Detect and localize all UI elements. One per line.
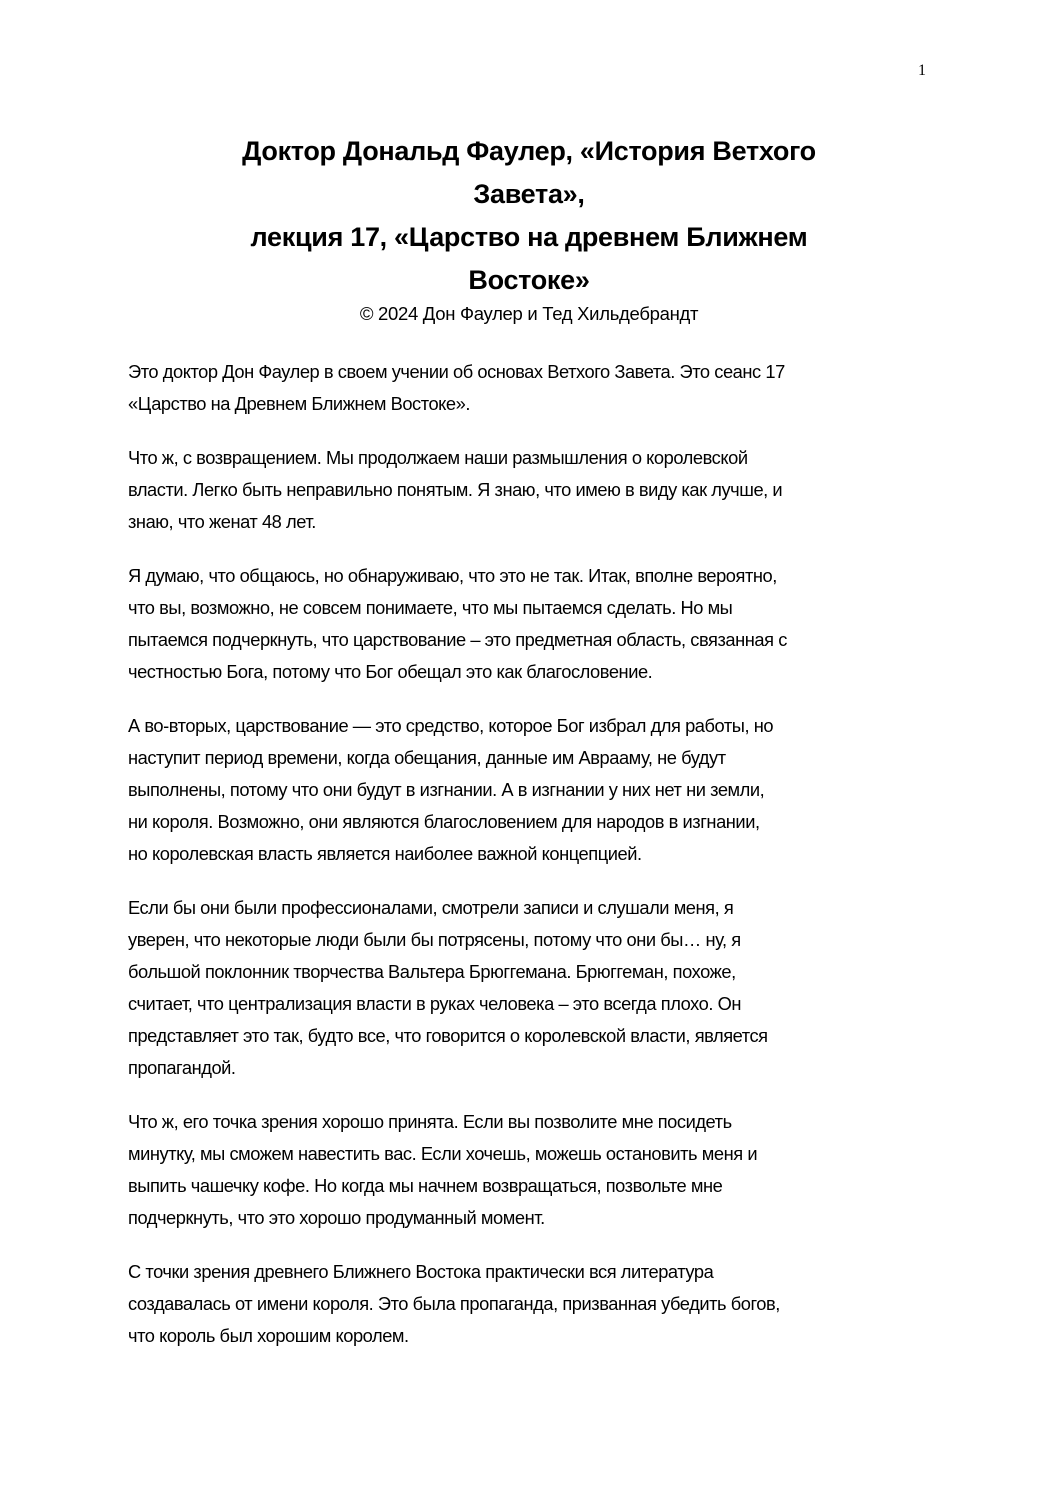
paragraph-line: считает, что централизация власти в руках человека – это всегда плохо. Он [128,993,742,1014]
paragraph-line: что вы, возможно, не совсем понимаете, что мы пытаемся сделать. Но мы [128,597,733,618]
paragraph-line: но королевская власть является наиболее важной концепцией. [128,843,642,864]
paragraph-line: выполнены, потому что они будут в изгнании. А в изгнании у них нет ни земли, [128,779,765,800]
paragraph-line: пропагандой. [128,1057,236,1078]
paragraph-line: уверен, что некоторые люди были бы потрясены, потому что они бы… ну, я [128,929,741,950]
paragraph-line: подчеркнуть, что это хорошо продуманный момент. [128,1207,545,1228]
paragraph-line: честностью Бога, потому что Бог обещал это как благословение. [128,661,653,682]
paragraph-line: Если бы они были профессионалами, смотрели записи и слушали меня, я [128,897,734,918]
paragraph [128,356,948,420]
paragraph-line: минутку, мы сможем навестить вас. Если хочешь, можешь остановить меня и [128,1143,758,1164]
title-line: лекция 17, «Царство на древнем Ближнем [250,222,808,252]
paragraph-line: Что ж, его точка зрения хорошо принята. Если вы позволите мне посидеть [128,1111,732,1132]
paragraph [128,442,948,538]
paragraph-line: «Царство на Древнем Ближнем Востоке». [128,393,470,414]
paragraph-line: знаю, что женат 48 лет. [128,511,316,532]
paragraph-line: ни короля. Возможно, они являются благословением для народов в изгнании, [128,811,760,832]
paragraph-line: выпить чашечку кофе. Но когда мы начнем возвращаться, позвольте мне [128,1175,723,1196]
paragraph-line: большой поклонник творчества Вальтера Брюггемана. Брюггеман, похоже, [128,961,736,982]
paragraph-line: что король был хорошим королем. [128,1325,409,1346]
title-line: Завета», [473,179,585,209]
paragraph-line: С точки зрения древнего Ближнего Востока практически вся литература [128,1261,714,1282]
paragraph-line: власти. Легко быть неправильно понятым. Я знаю, что имею в виду как лучше, и [128,479,783,500]
paragraph-line: наступит период времени, когда обещания, данные им Аврааму, не будут [128,747,726,768]
page-number: 1 [918,62,926,79]
title-line: Доктор Дональд Фаулер, «История Ветхого [242,136,816,166]
paragraph-line: пытаемся подчеркнуть, что царствование – это предметная область, связанная с [128,629,787,650]
paragraph-line: Я думаю, что общаюсь, но обнаруживаю, что это не так. Итак, вполне вероятно, [128,565,777,586]
paragraph [128,1106,948,1234]
paragraph-line: создавалась от имени короля. Это была пропаганда, призванная убедить богов, [128,1293,780,1314]
paragraph [128,560,948,688]
title-line: Востоке» [468,265,590,295]
paragraph-line: Это доктор Дон Фаулер в своем учении об основах Ветхого Завета. Это сеанс 17 [128,361,785,382]
paragraph-line: представляет это так, будто все, что говорится о королевской власти, является [128,1025,768,1046]
document-body [128,356,948,1374]
copyright-line: © 2024 Дон Фаулер и Тед Хильдебрандт [359,303,699,324]
paragraph [128,1256,948,1352]
paragraph-line: А во-вторых, царствование — это средство, которое Бог избрал для работы, но [128,715,774,736]
paragraph-line: Что ж, с возвращением. Мы продолжаем наши размышления о королевской [128,447,748,468]
document-title [0,130,1058,302]
paragraph [128,710,948,870]
paragraph [128,892,948,1084]
